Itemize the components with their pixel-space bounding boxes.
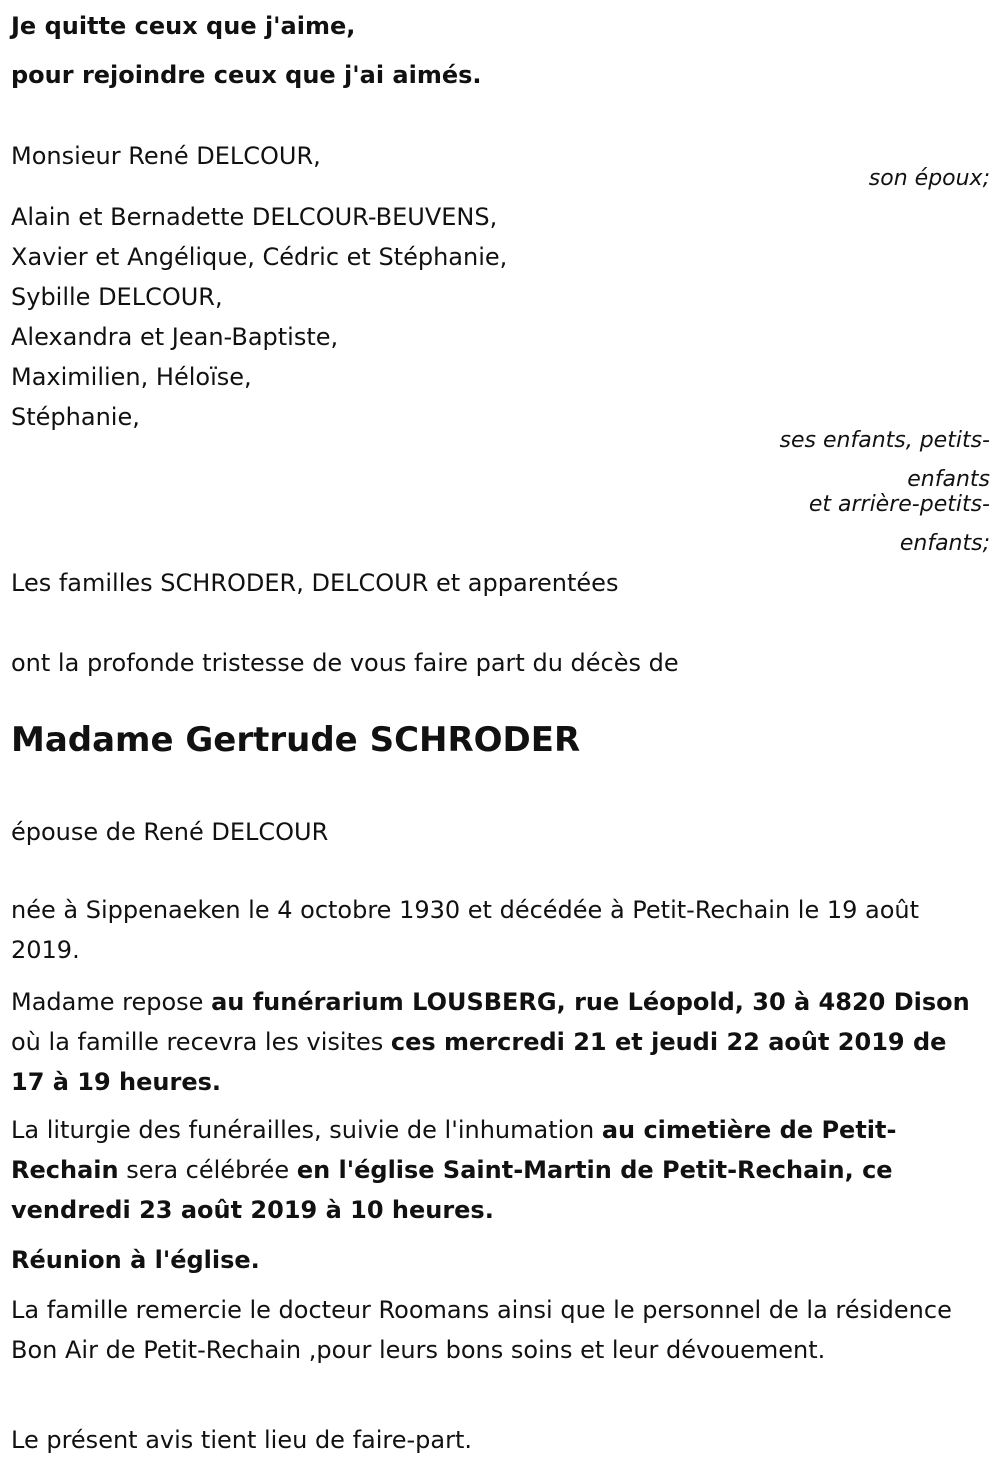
visitation-location: au funérarium LOUSBERG, rue Léopold, 30 à 4820 Dison [211, 988, 970, 1016]
children-relation-4: enfants; [899, 531, 990, 556]
funeral-cemetery: au cimetière de Petit-Rechain [11, 1116, 897, 1184]
spouse-of-line: épouse de René DELCOUR [11, 818, 329, 846]
meeting-line [11, 1240, 986, 1280]
intro-line-2: pour rejoindre ceux que j'ai aimés. [11, 61, 482, 89]
thanks-paragraph: La famille remercie le docteur Roomans ainsi que le personnel de la résidence Bon Air de Petit-Rechain ,pour leurs bons soins et leur dévouement. [11, 1296, 952, 1364]
child-line-6: Stéphanie, [11, 403, 140, 431]
funeral-church: en l'église Saint-Martin de Petit-Rechain, ce vendredi 23 août 2019 à 10 heures. [11, 1156, 893, 1224]
funeral-paragraph [11, 1110, 986, 1230]
children-relation-2: enfants [907, 467, 990, 492]
child-line-4: Alexandra et Jean-Baptiste, [11, 323, 339, 351]
visitation-paragraph [11, 982, 986, 1102]
spouse-relation: son époux; [868, 166, 990, 191]
visitation-text-2: où la famille recevra les visites [11, 1028, 391, 1056]
child-line-2: Xavier et Angélique, Cédric et Stéphanie, [11, 243, 508, 271]
announcement-line: ont la profonde tristesse de vous faire part du décès de [11, 649, 679, 677]
deceased-name: Madame Gertrude SCHRODER [11, 720, 581, 760]
families-line: Les familles SCHRODER, DELCOUR et apparentées [11, 569, 619, 597]
funeral-text-2: sera célébrée [118, 1156, 297, 1184]
visitation-text-1: Madame repose [11, 988, 212, 1016]
child-line-3: Sybille DELCOUR, [11, 283, 223, 311]
children-relation-3: et arrière-petits- [808, 492, 990, 517]
meeting-text: Réunion à l'église. [11, 1246, 260, 1274]
spouse-name: Monsieur René DELCOUR, [11, 142, 321, 170]
intro-line-1: Je quitte ceux que j'aime, [11, 12, 356, 40]
visitation-times: ces mercredi 21 et jeudi 22 août 2019 de 17 à 19 heures. [11, 1028, 947, 1096]
children-relation-1: ses enfants, petits- [779, 428, 990, 453]
dates-paragraph: née à Sippenaeken le 4 octobre 1930 et décédée à Petit-Rechain le 19 août 2019. [11, 896, 920, 964]
closing-line: Le présent avis tient lieu de faire-part. [11, 1426, 473, 1454]
child-line-5: Maximilien, Héloïse, [11, 363, 252, 391]
funeral-text-1: La liturgie des funérailles, suivie de l'inhumation [11, 1116, 602, 1144]
child-line-1: Alain et Bernadette DELCOUR-BEUVENS, [11, 203, 498, 231]
